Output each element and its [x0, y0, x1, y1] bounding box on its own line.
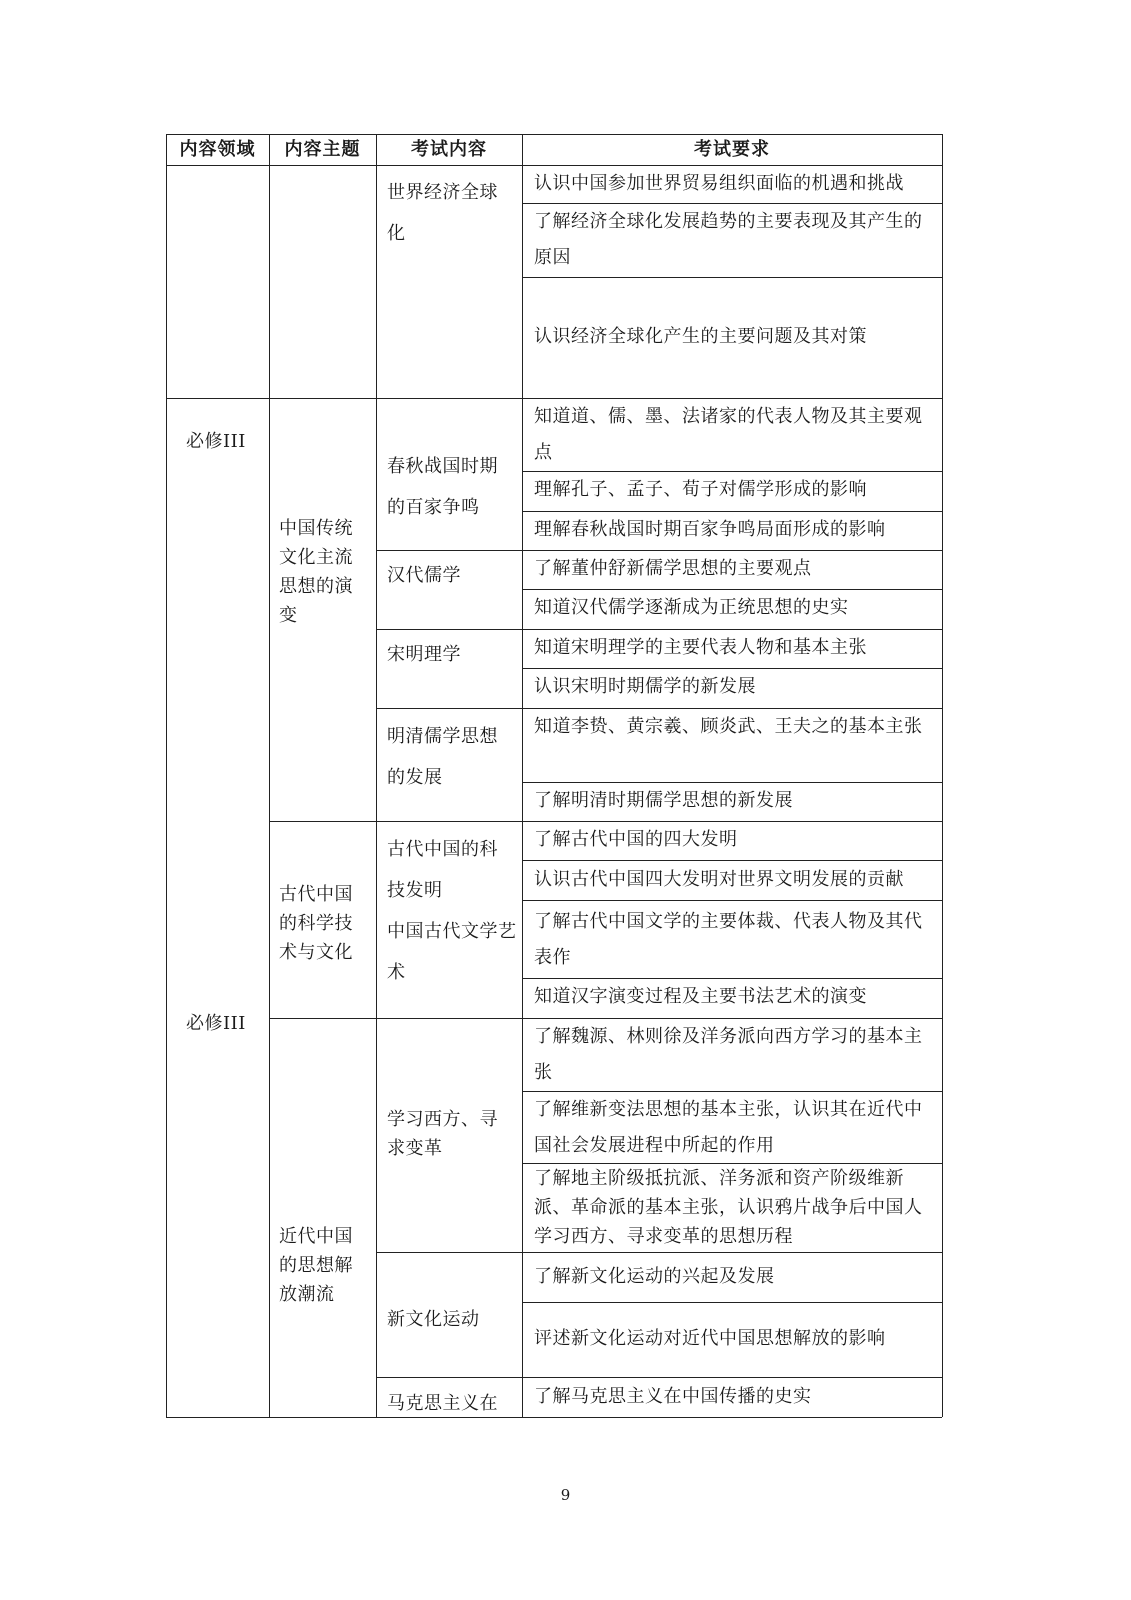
- header-requirement: 考试要求: [694, 139, 770, 160]
- requirement-cell: 了解维新变法思想的基本主张，认识其在近代中国社会发展进程中所起的作用: [534, 1099, 923, 1156]
- requirement-cell: 知道汉字演变过程及主要书法艺术的演变: [534, 986, 867, 1007]
- content-cell: 中国古代文学艺术: [387, 921, 517, 983]
- requirement-cell: 理解春秋战国时期百家争鸣局面形成的影响: [534, 519, 886, 540]
- domain-label: 必修III: [186, 1013, 246, 1034]
- requirement-cell: 了解董仲舒新儒学思想的主要观点: [534, 558, 812, 579]
- requirement-cell: 认识古代中国四大发明对世界文明发展的贡献: [534, 869, 904, 890]
- requirement-cell: 知道道、儒、墨、法诸家的代表人物及其主要观点: [534, 406, 923, 463]
- requirement-cell: 了解古代中国的四大发明: [534, 829, 738, 850]
- content-cell: 春秋战国时期的百家争鸣: [387, 456, 498, 518]
- topic-cell: 中国传统文化主流思想的演变: [279, 518, 353, 626]
- content-cell: 明清儒学思想的发展: [387, 726, 498, 788]
- header-domain: 内容领域: [179, 139, 256, 160]
- requirement-cell: 评述新文化运动对近代中国思想解放的影响: [534, 1328, 886, 1349]
- header-content: 考试内容: [411, 139, 487, 160]
- page-number: 9: [560, 1486, 571, 1504]
- requirement-cell: 了解经济全球化发展趋势的主要表现及其产生的原因: [534, 211, 923, 268]
- content-cell: 宋明理学: [387, 644, 461, 665]
- requirement-cell: 知道汉代儒学逐渐成为正统思想的史实: [534, 597, 849, 618]
- requirement-cell: 认识经济全球化产生的主要问题及其对策: [534, 326, 867, 347]
- requirement-cell: 理解孔子、孟子、荀子对儒学形成的影响: [534, 479, 867, 500]
- content-cell: 新文化运动: [387, 1309, 480, 1330]
- requirement-cell: 知道李贽、黄宗羲、顾炎武、王夫之的基本主张: [534, 716, 923, 737]
- requirement-cell: 了解魏源、林则徐及洋务派向西方学习的基本主张: [534, 1026, 923, 1083]
- requirement-cell: 了解明清时期儒学思想的新发展: [534, 790, 793, 811]
- content-cell: 古代中国的科技发明: [387, 839, 498, 901]
- requirement-cell: 了解新文化运动的兴起及发展: [534, 1266, 775, 1287]
- topic-cell: 近代中国的思想解放潮流: [279, 1226, 353, 1305]
- topic-cell: 古代中国的科学技术与文化: [279, 884, 353, 963]
- domain-label: 必修III: [186, 431, 246, 452]
- content-cell: 学习西方、寻求变革: [387, 1109, 498, 1159]
- content-cell: 马克思主义在: [387, 1393, 498, 1414]
- requirement-cell: 了解地主阶级抵抗派、洋务派和资产阶级维新派、革命派的基本主张，认识鸦片战争后中国人学习西方、寻求变革的思想历程: [534, 1168, 923, 1247]
- content-cell: 世界经济全球化: [387, 182, 498, 244]
- header-topic: 内容主题: [284, 139, 361, 160]
- requirement-cell: 认识宋明时期儒学的新发展: [534, 676, 756, 697]
- requirement-cell: 知道宋明理学的主要代表人物和基本主张: [534, 637, 867, 658]
- content-cell: 汉代儒学: [387, 565, 461, 586]
- requirement-cell: 了解古代中国文学的主要体裁、代表人物及其代表作: [534, 911, 923, 968]
- requirement-cell: 了解马克思主义在中国传播的史实: [534, 1386, 812, 1407]
- requirement-cell: 认识中国参加世界贸易组织面临的机遇和挑战: [534, 173, 904, 194]
